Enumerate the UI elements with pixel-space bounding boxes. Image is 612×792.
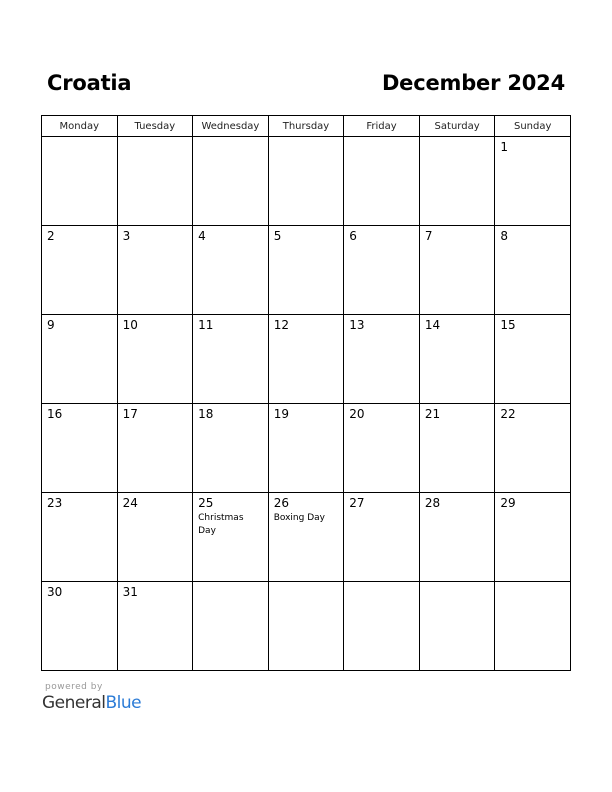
day-number: 3 <box>122 229 131 243</box>
day-number: 19 <box>273 407 289 421</box>
day-number: 10 <box>122 318 138 332</box>
day-number: 20 <box>349 407 365 421</box>
empty-day-cell <box>419 582 495 671</box>
day-cell <box>268 226 344 315</box>
day-cell <box>495 404 571 493</box>
empty-day-cell <box>193 582 269 671</box>
weekday-header: Wednesday <box>193 116 269 137</box>
day-number: 8 <box>500 229 509 243</box>
day-number: 1 <box>500 140 509 154</box>
brand-part2: Blue <box>105 693 142 713</box>
country-title: Croatia <box>47 71 132 95</box>
day-cell <box>495 226 571 315</box>
week-row <box>42 137 571 226</box>
day-number: 31 <box>122 585 138 599</box>
day-number: 18 <box>198 407 214 421</box>
day-cell <box>344 404 420 493</box>
day-cell <box>117 582 193 671</box>
day-number: 21 <box>424 407 441 421</box>
day-cell <box>193 493 269 582</box>
day-number: 13 <box>349 318 365 332</box>
day-number: 2 <box>47 229 55 243</box>
day-cell <box>419 315 495 404</box>
empty-day-cell <box>42 137 118 226</box>
empty-day-cell <box>268 137 344 226</box>
day-number: 4 <box>198 229 206 243</box>
day-cell <box>344 226 420 315</box>
day-cell <box>419 226 495 315</box>
week-row <box>42 404 571 493</box>
day-number: 29 <box>500 496 516 510</box>
day-cell <box>419 404 495 493</box>
holiday-label: Boxing Day <box>273 513 325 523</box>
day-number: 15 <box>500 318 516 332</box>
weekday-header: Monday <box>42 116 118 137</box>
day-cell <box>42 404 118 493</box>
day-number: 5 <box>273 229 282 243</box>
day-cell <box>42 226 118 315</box>
empty-day-cell <box>268 582 344 671</box>
weekday-header: Friday <box>344 116 420 137</box>
brand-part1: General <box>42 693 106 713</box>
empty-day-cell <box>193 137 269 226</box>
day-number: 6 <box>349 229 357 243</box>
day-cell <box>268 404 344 493</box>
day-cell <box>419 493 495 582</box>
calendar-grid <box>41 115 571 671</box>
empty-day-cell <box>344 582 420 671</box>
day-number: 16 <box>47 407 63 421</box>
day-number: 23 <box>47 496 63 510</box>
day-cell <box>344 493 420 582</box>
day-cell <box>344 315 420 404</box>
weekday-header-row <box>42 116 571 137</box>
day-cell <box>193 404 269 493</box>
day-number: 11 <box>198 318 214 332</box>
day-number: 9 <box>47 318 55 332</box>
day-cell <box>495 493 571 582</box>
day-number: 28 <box>424 496 441 510</box>
day-number: 30 <box>47 585 63 599</box>
day-number: 24 <box>122 496 138 510</box>
day-cell <box>193 226 269 315</box>
weekday-header: Sunday <box>495 116 571 137</box>
day-cell <box>495 315 571 404</box>
day-cell <box>117 404 193 493</box>
weekday-header: Tuesday <box>117 116 193 137</box>
powered-by-label: powered by <box>45 682 103 692</box>
day-cell <box>117 493 193 582</box>
empty-day-cell <box>117 137 193 226</box>
empty-day-cell <box>419 137 495 226</box>
day-cell <box>193 315 269 404</box>
week-row <box>42 582 571 671</box>
day-cell <box>117 315 193 404</box>
day-number: 7 <box>424 229 433 243</box>
day-number: 26 <box>273 496 289 510</box>
day-cell <box>495 137 571 226</box>
holiday-label: Christmas Day <box>198 513 244 536</box>
empty-day-cell <box>344 137 420 226</box>
day-cell <box>42 493 118 582</box>
day-number: 22 <box>500 407 516 421</box>
day-number: 17 <box>122 407 138 421</box>
day-cell <box>268 315 344 404</box>
day-cell <box>268 493 344 582</box>
week-row <box>42 493 571 582</box>
day-cell <box>42 582 118 671</box>
day-number: 14 <box>424 318 441 332</box>
weekday-header: Saturday <box>419 116 495 137</box>
day-cell <box>117 226 193 315</box>
week-row <box>42 315 571 404</box>
empty-day-cell <box>495 582 571 671</box>
day-number: 12 <box>273 318 289 332</box>
day-number: 27 <box>349 496 365 510</box>
month-year-title: December 2024 <box>381 71 565 95</box>
weekday-header: Thursday <box>268 116 344 137</box>
day-number: 25 <box>198 496 214 510</box>
day-cell <box>42 315 118 404</box>
generalblue-logo[interactable] <box>42 693 141 713</box>
week-row <box>42 226 571 315</box>
